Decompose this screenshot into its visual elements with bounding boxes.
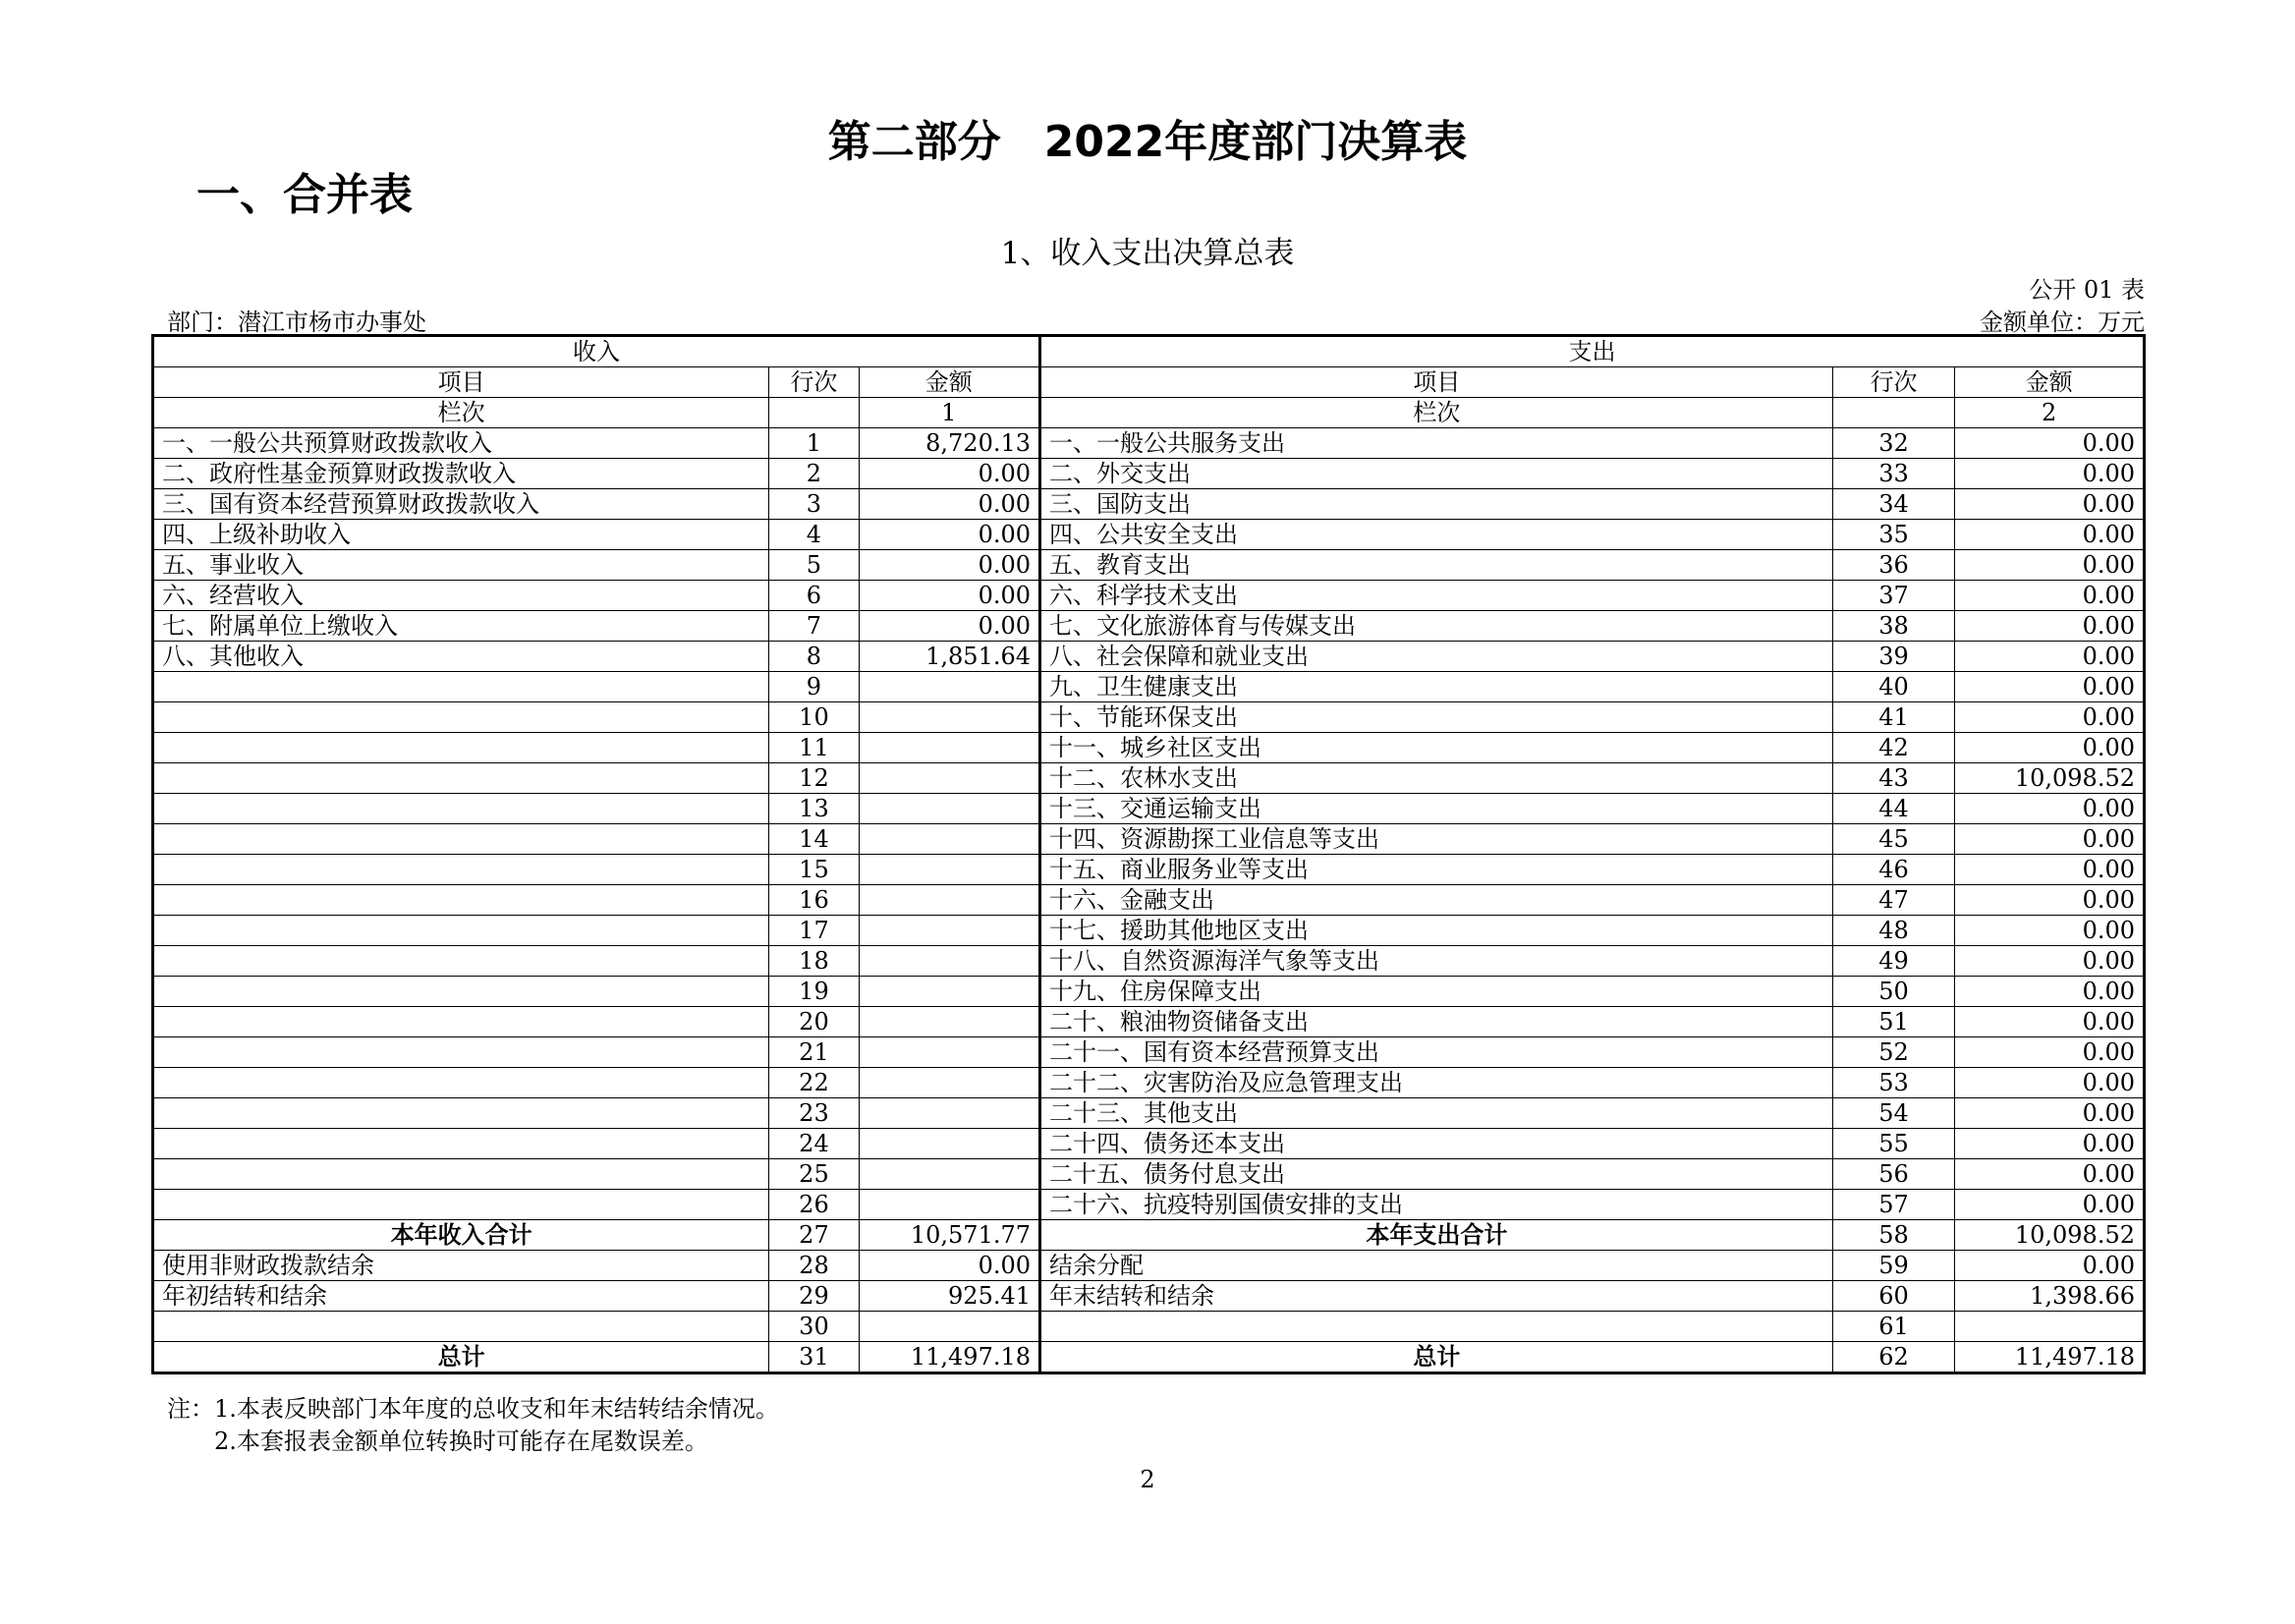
expense-row-no-cell: 35 [1832, 520, 1955, 550]
income-item-cell: 年初结转和结余 [153, 1281, 769, 1312]
table-row [153, 642, 2145, 672]
expense-item-cell: 十、节能环保支出 [1040, 702, 1833, 733]
table-header-row-sections [153, 336, 2145, 367]
table-row [153, 1190, 2145, 1220]
expense-row-no-cell: 60 [1832, 1281, 1955, 1312]
expense-amount-cell: 1,398.66 [1955, 1281, 2145, 1312]
table-row [153, 428, 2145, 459]
expense-item-cell: 二十二、灾害防治及应急管理支出 [1040, 1068, 1833, 1098]
expense-item-cell: 一、一般公共服务支出 [1040, 428, 1833, 459]
expense-amount-cell: 0.00 [1955, 672, 2145, 702]
expense-row-no-cell: 49 [1832, 946, 1955, 977]
income-column-number: 1 [859, 398, 1039, 428]
income-row-no-cell: 1 [769, 428, 859, 459]
expense-item-cell: 八、社会保障和就业支出 [1040, 642, 1833, 672]
income-row-no-cell: 27 [769, 1220, 859, 1251]
income-amount-cell [859, 1007, 1039, 1037]
income-item-cell: 三、国有资本经营预算财政拨款收入 [153, 489, 769, 520]
expense-amount-cell: 0.00 [1955, 642, 2145, 672]
table-row [153, 581, 2145, 611]
income-row-no-cell: 14 [769, 824, 859, 855]
income-item-cell [153, 855, 769, 885]
expense-row-no-header: 行次 [1832, 367, 1955, 398]
table-row [153, 1129, 2145, 1159]
table-row [153, 611, 2145, 642]
income-row-no-cell: 3 [769, 489, 859, 520]
expense-row-no-cell: 40 [1832, 672, 1955, 702]
table-row [153, 1007, 2145, 1037]
expense-item-cell: 二十、粮油物资储备支出 [1040, 1007, 1833, 1037]
expense-row-no-cell: 45 [1832, 824, 1955, 855]
expense-item-cell: 十九、住房保障支出 [1040, 977, 1833, 1007]
table-row [153, 702, 2145, 733]
expense-item-header: 项目 [1040, 367, 1833, 398]
income-amount-cell [859, 824, 1039, 855]
table-row [153, 1098, 2145, 1129]
expense-row-no-cell: 41 [1832, 702, 1955, 733]
expense-amount-cell: 0.00 [1955, 520, 2145, 550]
expense-amount-cell: 0.00 [1955, 885, 2145, 916]
income-amount-cell: 0.00 [859, 520, 1039, 550]
expense-amount-cell: 0.00 [1955, 1129, 2145, 1159]
table-body [153, 428, 2145, 1373]
income-amount-cell: 925.41 [859, 1281, 1039, 1312]
income-row-no-cell: 6 [769, 581, 859, 611]
expense-row-no-cell: 54 [1832, 1098, 1955, 1129]
income-row-no-cell: 7 [769, 611, 859, 642]
income-amount-cell [859, 1129, 1039, 1159]
expense-amount-cell: 0.00 [1955, 1159, 2145, 1190]
income-amount-cell: 0.00 [859, 459, 1039, 489]
expense-amount-cell [1955, 1312, 2145, 1342]
income-amount-cell [859, 763, 1039, 794]
income-item-cell [153, 733, 769, 763]
expense-row-no-cell: 52 [1832, 1037, 1955, 1068]
income-amount-cell: 0.00 [859, 1251, 1039, 1281]
income-item-cell [153, 946, 769, 977]
table-row [153, 520, 2145, 550]
expense-row-no-cell: 33 [1832, 459, 1955, 489]
table-row [153, 672, 2145, 702]
expense-amount-cell: 0.00 [1955, 1037, 2145, 1068]
table-row [153, 1220, 2145, 1251]
expense-header: 支出 [1040, 336, 2145, 367]
income-row-no-cell: 18 [769, 946, 859, 977]
table-row [153, 763, 2145, 794]
table-row [153, 794, 2145, 824]
income-item-cell: 二、政府性基金预算财政拨款收入 [153, 459, 769, 489]
expense-row-no-cell: 38 [1832, 611, 1955, 642]
expense-amount-cell: 0.00 [1955, 733, 2145, 763]
income-amount-cell [859, 794, 1039, 824]
expense-amount-cell: 0.00 [1955, 916, 2145, 946]
expense-amount-cell: 0.00 [1955, 1190, 2145, 1220]
income-row-no-cell: 21 [769, 1037, 859, 1068]
expense-item-cell: 四、公共安全支出 [1040, 520, 1833, 550]
income-item-cell [153, 1159, 769, 1190]
income-row-no-cell: 11 [769, 733, 859, 763]
income-row-no-cell: 28 [769, 1251, 859, 1281]
income-row-no-cell: 13 [769, 794, 859, 824]
income-item-cell [153, 885, 769, 916]
expense-amount-cell: 0.00 [1955, 459, 2145, 489]
income-amount-cell [859, 1037, 1039, 1068]
expense-amount-cell: 0.00 [1955, 428, 2145, 459]
expense-row-no-cell: 55 [1832, 1129, 1955, 1159]
income-item-header: 项目 [153, 367, 769, 398]
expense-row-no-cell: 47 [1832, 885, 1955, 916]
expense-item-cell: 二、外交支出 [1040, 459, 1833, 489]
expense-row-no-cell: 58 [1832, 1220, 1955, 1251]
expense-amount-cell: 10,098.52 [1955, 1220, 2145, 1251]
income-column-label: 栏次 [153, 398, 769, 428]
income-amount-cell [859, 855, 1039, 885]
income-column-blank [769, 398, 859, 428]
expense-row-no-cell: 62 [1832, 1342, 1955, 1373]
expense-item-cell [1040, 1312, 1833, 1342]
expense-row-no-cell: 36 [1832, 550, 1955, 581]
expense-row-no-cell: 50 [1832, 977, 1955, 1007]
expense-item-cell: 六、科学技术支出 [1040, 581, 1833, 611]
income-row-no-cell: 2 [769, 459, 859, 489]
expense-amount-header: 金额 [1955, 367, 2145, 398]
expense-amount-cell: 0.00 [1955, 550, 2145, 581]
income-item-cell: 六、经营收入 [153, 581, 769, 611]
expense-row-no-cell: 39 [1832, 642, 1955, 672]
table-header-row-column-index [153, 398, 2145, 428]
expense-row-no-cell: 53 [1832, 1068, 1955, 1098]
income-amount-cell: 10,571.77 [859, 1220, 1039, 1251]
expense-item-cell: 二十三、其他支出 [1040, 1098, 1833, 1129]
expense-amount-cell: 0.00 [1955, 489, 2145, 520]
expense-amount-cell: 0.00 [1955, 855, 2145, 885]
table-row [153, 550, 2145, 581]
income-amount-cell: 8,720.13 [859, 428, 1039, 459]
income-row-no-cell: 9 [769, 672, 859, 702]
income-item-cell: 一、一般公共预算财政拨款收入 [153, 428, 769, 459]
table-row [153, 459, 2145, 489]
expense-row-no-cell: 44 [1832, 794, 1955, 824]
expense-item-cell: 总计 [1040, 1342, 1833, 1373]
expense-amount-cell: 0.00 [1955, 1068, 2145, 1098]
income-amount-cell [859, 977, 1039, 1007]
expense-row-no-cell: 56 [1832, 1159, 1955, 1190]
income-amount-header: 金额 [859, 367, 1039, 398]
income-row-no-cell: 17 [769, 916, 859, 946]
income-amount-cell [859, 1159, 1039, 1190]
note-line-2: 2.本套报表金额单位转换时可能存在尾数误差。 [214, 1428, 708, 1455]
income-row-no-cell: 19 [769, 977, 859, 1007]
income-item-cell: 七、附属单位上缴收入 [153, 611, 769, 642]
expense-amount-cell: 0.00 [1955, 702, 2145, 733]
expense-amount-cell: 0.00 [1955, 611, 2145, 642]
income-amount-cell: 0.00 [859, 581, 1039, 611]
amount-unit-label: 金额单位：万元 [1980, 308, 2145, 336]
income-item-cell: 总计 [153, 1342, 769, 1373]
expense-amount-cell: 0.00 [1955, 794, 2145, 824]
income-item-cell [153, 1098, 769, 1129]
expense-column-label: 栏次 [1040, 398, 1833, 428]
expense-amount-cell: 11,497.18 [1955, 1342, 2145, 1373]
table-code: 公开 01 表 [2029, 276, 2145, 304]
income-row-no-cell: 23 [769, 1098, 859, 1129]
income-item-cell [153, 1190, 769, 1220]
income-row-no-cell: 4 [769, 520, 859, 550]
expense-row-no-cell: 46 [1832, 855, 1955, 885]
income-amount-cell [859, 1312, 1039, 1342]
expense-item-cell: 二十四、债务还本支出 [1040, 1129, 1833, 1159]
expense-amount-cell: 0.00 [1955, 1098, 2145, 1129]
income-item-cell [153, 1129, 769, 1159]
table-row [153, 1281, 2145, 1312]
income-amount-cell: 11,497.18 [859, 1342, 1039, 1373]
income-row-no-cell: 10 [769, 702, 859, 733]
income-row-no-cell: 29 [769, 1281, 859, 1312]
income-item-cell: 本年收入合计 [153, 1220, 769, 1251]
expense-item-cell: 结余分配 [1040, 1251, 1833, 1281]
expense-column-blank [1832, 398, 1955, 428]
expense-item-cell: 本年支出合计 [1040, 1220, 1833, 1251]
table-row [153, 1068, 2145, 1098]
expense-item-cell: 十八、自然资源海洋气象等支出 [1040, 946, 1833, 977]
income-row-no-cell: 30 [769, 1312, 859, 1342]
expense-item-cell: 十七、援助其他地区支出 [1040, 916, 1833, 946]
expense-row-no-cell: 48 [1832, 916, 1955, 946]
income-item-cell [153, 916, 769, 946]
expense-row-no-cell: 42 [1832, 733, 1955, 763]
table-title: 1、收入支出决算总表 [1000, 236, 1295, 271]
income-row-no-cell: 16 [769, 885, 859, 916]
expense-amount-cell: 0.00 [1955, 977, 2145, 1007]
income-amount-cell [859, 916, 1039, 946]
income-amount-cell: 0.00 [859, 489, 1039, 520]
table-row [153, 946, 2145, 977]
expense-amount-cell: 10,098.52 [1955, 763, 2145, 794]
income-item-cell [153, 824, 769, 855]
expense-amount-cell: 0.00 [1955, 581, 2145, 611]
expense-row-no-cell: 61 [1832, 1312, 1955, 1342]
table-row [153, 1312, 2145, 1342]
expense-item-cell: 三、国防支出 [1040, 489, 1833, 520]
income-item-cell [153, 1312, 769, 1342]
document-title: 第二部分 2022年度部门决算表 [827, 117, 1468, 167]
table-row [153, 824, 2145, 855]
expense-item-cell: 九、卫生健康支出 [1040, 672, 1833, 702]
income-amount-cell [859, 702, 1039, 733]
expense-item-cell: 十二、农林水支出 [1040, 763, 1833, 794]
income-amount-cell [859, 1190, 1039, 1220]
table-row [153, 855, 2145, 885]
income-expense-table [151, 334, 2146, 1374]
income-row-no-cell: 25 [769, 1159, 859, 1190]
expense-row-no-cell: 34 [1832, 489, 1955, 520]
expense-amount-cell: 0.00 [1955, 1251, 2145, 1281]
income-item-cell [153, 702, 769, 733]
note-line-1: 注：1.本表反映部门本年度的总收支和年末结转结余情况。 [167, 1395, 779, 1423]
expense-row-no-cell: 57 [1832, 1190, 1955, 1220]
income-row-no-cell: 8 [769, 642, 859, 672]
expense-item-cell: 年末结转和结余 [1040, 1281, 1833, 1312]
table-row [153, 1251, 2145, 1281]
income-item-cell [153, 1037, 769, 1068]
income-row-no-cell: 12 [769, 763, 859, 794]
income-row-no-cell: 15 [769, 855, 859, 885]
income-row-no-cell: 31 [769, 1342, 859, 1373]
income-item-cell: 使用非财政拨款结余 [153, 1251, 769, 1281]
expense-item-cell: 十五、商业服务业等支出 [1040, 855, 1833, 885]
income-item-cell [153, 794, 769, 824]
expense-item-cell: 五、教育支出 [1040, 550, 1833, 581]
income-amount-cell: 1,851.64 [859, 642, 1039, 672]
income-item-cell [153, 977, 769, 1007]
income-amount-cell [859, 1098, 1039, 1129]
income-amount-cell [859, 946, 1039, 977]
expense-item-cell: 七、文化旅游体育与传媒支出 [1040, 611, 1833, 642]
income-item-cell: 四、上级补助收入 [153, 520, 769, 550]
table-row [153, 1037, 2145, 1068]
expense-row-no-cell: 32 [1832, 428, 1955, 459]
income-row-no-cell: 24 [769, 1129, 859, 1159]
expense-item-cell: 二十一、国有资本经营预算支出 [1040, 1037, 1833, 1068]
income-amount-cell: 0.00 [859, 611, 1039, 642]
expense-item-cell: 二十五、债务付息支出 [1040, 1159, 1833, 1190]
expense-amount-cell: 0.00 [1955, 824, 2145, 855]
table-row [153, 885, 2145, 916]
expense-item-cell: 二十六、抗疫特别国债安排的支出 [1040, 1190, 1833, 1220]
income-amount-cell [859, 1068, 1039, 1098]
expense-item-cell: 十三、交通运输支出 [1040, 794, 1833, 824]
income-amount-cell [859, 672, 1039, 702]
income-item-cell: 八、其他收入 [153, 642, 769, 672]
income-item-cell [153, 1007, 769, 1037]
income-amount-cell [859, 733, 1039, 763]
expense-item-cell: 十四、资源勘探工业信息等支出 [1040, 824, 1833, 855]
income-amount-cell [859, 885, 1039, 916]
income-row-no-cell: 5 [769, 550, 859, 581]
table-row [153, 916, 2145, 946]
expense-row-no-cell: 43 [1832, 763, 1955, 794]
income-row-no-cell: 20 [769, 1007, 859, 1037]
table-notes [167, 1393, 779, 1458]
table-row [153, 1159, 2145, 1190]
expense-amount-cell: 0.00 [1955, 1007, 2145, 1037]
income-item-cell [153, 763, 769, 794]
page-number: 2 [1140, 1466, 1155, 1493]
table-row [153, 977, 2145, 1007]
expense-item-cell: 十一、城乡社区支出 [1040, 733, 1833, 763]
expense-amount-cell: 0.00 [1955, 946, 2145, 977]
table-header-row-columns [153, 367, 2145, 398]
table-row [153, 1342, 2145, 1373]
income-item-cell: 五、事业收入 [153, 550, 769, 581]
expense-row-no-cell: 51 [1832, 1007, 1955, 1037]
income-row-no-cell: 26 [769, 1190, 859, 1220]
income-amount-cell: 0.00 [859, 550, 1039, 581]
income-row-no-header: 行次 [769, 367, 859, 398]
expense-row-no-cell: 37 [1832, 581, 1955, 611]
department-label: 部门：潜江市杨市办事处 [167, 308, 426, 336]
income-header: 收入 [153, 336, 1040, 367]
income-item-cell [153, 672, 769, 702]
table-row [153, 489, 2145, 520]
expense-column-number: 2 [1955, 398, 2145, 428]
table-row [153, 733, 2145, 763]
expense-item-cell: 十六、金融支出 [1040, 885, 1833, 916]
expense-row-no-cell: 59 [1832, 1251, 1955, 1281]
income-item-cell [153, 1068, 769, 1098]
section-title: 一、合并表 [196, 170, 413, 220]
income-row-no-cell: 22 [769, 1068, 859, 1098]
